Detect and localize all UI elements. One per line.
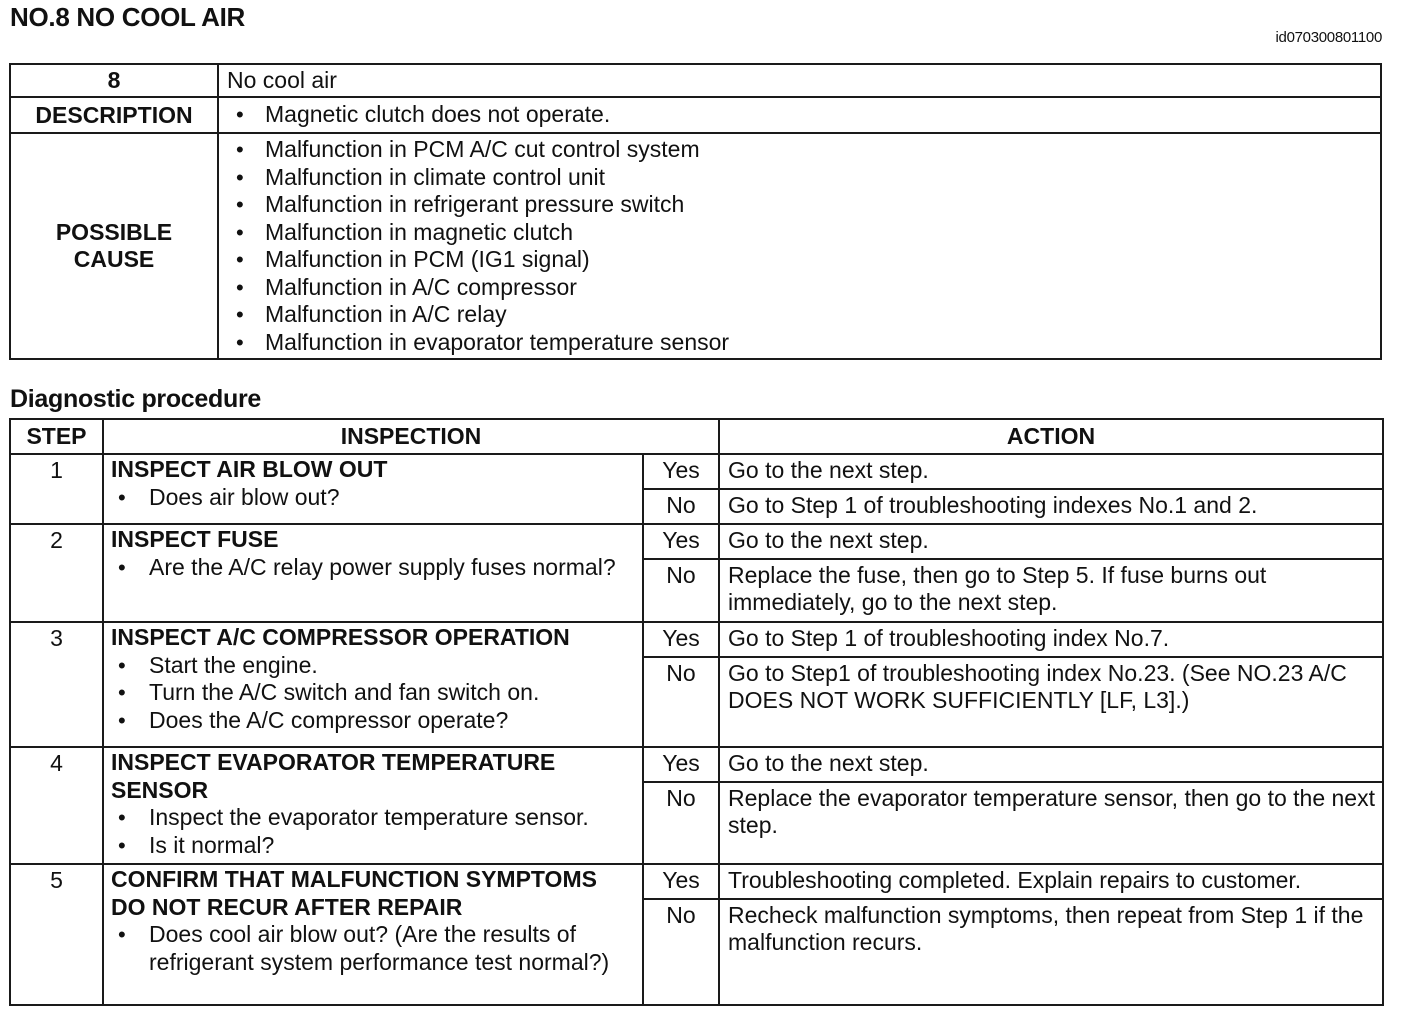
yes-action: Troubleshooting completed. Explain repairs to customer. <box>719 864 1383 899</box>
inspection-list <box>111 921 636 976</box>
yes-label: Yes <box>643 747 719 782</box>
inspection-list <box>111 484 636 512</box>
inspection-item: • Does air blow out? <box>111 484 636 512</box>
inspection-header: INSPECTION <box>103 419 719 454</box>
yes-label: Yes <box>643 864 719 899</box>
inspection-cell <box>103 747 643 864</box>
cause-item: • Malfunction in A/C relay <box>227 301 1380 329</box>
procedure-header-row <box>10 419 1383 454</box>
step-row <box>10 747 1383 782</box>
inspection-item: • Turn the A/C switch and fan switch on. <box>111 679 636 707</box>
diagnostic-procedure-heading: Diagnostic procedure <box>10 385 261 413</box>
action-header: ACTION <box>719 419 1383 454</box>
possible-cause-label-line2: CAUSE <box>73 246 155 272</box>
inspection-title: CONFIRM THAT MALFUNCTION SYMPTOMS DO NOT RECUR AFTER REPAIR <box>111 866 597 920</box>
cause-item: • Malfunction in refrigerant pressure switch <box>227 191 1380 219</box>
inspection-item: • Inspect the evaporator temperature sensor. <box>111 804 636 832</box>
inspection-cell <box>103 864 643 1005</box>
possible-cause-list <box>227 136 1380 356</box>
step-number: 2 <box>10 524 103 622</box>
no-label: No <box>643 657 719 747</box>
no-label: No <box>643 489 719 524</box>
symptom-number: 8 <box>10 64 218 97</box>
description-row <box>10 97 1381 133</box>
cause-item: • Malfunction in magnetic clutch <box>227 219 1380 247</box>
step-header: STEP <box>10 419 103 454</box>
inspection-list <box>111 804 636 859</box>
inspection-title: INSPECT EVAPORATOR TEMPERATURE SENSOR <box>111 749 556 803</box>
inspection-item: • Are the A/C relay power supply fuses normal? <box>111 554 636 582</box>
possible-cause-cell <box>218 133 1381 359</box>
no-label: No <box>643 782 719 864</box>
possible-cause-label-line1: POSSIBLE <box>55 219 173 245</box>
step-row <box>10 622 1383 657</box>
yes-action: Go to the next step. <box>719 524 1383 559</box>
no-action: Recheck malfunction symptoms, then repeat from Step 1 if the malfunction recurs. <box>719 899 1383 1005</box>
yes-action: Go to the next step. <box>719 454 1383 489</box>
yes-label: Yes <box>643 622 719 657</box>
no-action: Replace the evaporator temperature sensor, then go to the next step. <box>719 782 1383 864</box>
inspection-list <box>111 554 636 582</box>
step-row <box>10 454 1383 489</box>
cause-item: • Malfunction in evaporator temperature sensor <box>227 329 1380 357</box>
description-list <box>227 101 1380 129</box>
inspection-cell <box>103 622 643 747</box>
cause-item: • Malfunction in A/C compressor <box>227 274 1380 302</box>
step-number: 5 <box>10 864 103 1005</box>
inspection-item: • Does the A/C compressor operate? <box>111 707 636 735</box>
symptom-name: No cool air <box>218 64 1381 97</box>
step-number: 4 <box>10 747 103 864</box>
inspection-cell <box>103 524 643 622</box>
no-action: Go to Step1 of troubleshooting index No.23. (See NO.23 A/C DOES NOT WORK SUFFICIENTLY [LF, L3].) <box>719 657 1383 747</box>
symptom-summary-table <box>9 63 1382 360</box>
inspection-title: INSPECT AIR BLOW OUT <box>111 456 388 482</box>
step-row <box>10 524 1383 559</box>
yes-label: Yes <box>643 524 719 559</box>
description-label: DESCRIPTION <box>10 97 218 133</box>
no-label: No <box>643 899 719 1005</box>
no-label: No <box>643 559 719 622</box>
no-action: Go to Step 1 of troubleshooting indexes No.1 and 2. <box>719 489 1383 524</box>
description-cell <box>218 97 1381 133</box>
no-action: Replace the fuse, then go to Step 5. If fuse burns out immediately, go to the next step. <box>719 559 1383 622</box>
page-title: NO.8 NO COOL AIR <box>10 2 246 32</box>
symptom-number-row <box>10 64 1381 97</box>
diagnostic-procedure-table <box>9 418 1384 1006</box>
cause-item: • Malfunction in PCM (IG1 signal) <box>227 246 1380 274</box>
inspection-title: INSPECT A/C COMPRESSOR OPERATION <box>111 624 570 650</box>
possible-cause-label <box>10 133 218 359</box>
description-item: • Magnetic clutch does not operate. <box>227 101 1380 129</box>
inspection-cell <box>103 454 643 524</box>
inspection-item: • Does cool air blow out? (Are the results of refrigerant system performance test normal?) <box>111 921 636 976</box>
yes-action: Go to Step 1 of troubleshooting index No.7. <box>719 622 1383 657</box>
step-number: 1 <box>10 454 103 524</box>
possible-cause-row <box>10 133 1381 359</box>
inspection-list <box>111 652 636 735</box>
yes-action: Go to the next step. <box>719 747 1383 782</box>
document-id: id070300801100 <box>1275 29 1382 46</box>
yes-label: Yes <box>643 454 719 489</box>
inspection-item: • Start the engine. <box>111 652 636 680</box>
inspection-item: • Is it normal? <box>111 832 636 860</box>
cause-item: • Malfunction in PCM A/C cut control system <box>227 136 1380 164</box>
inspection-title: INSPECT FUSE <box>111 526 279 552</box>
step-row <box>10 864 1383 899</box>
cause-item: • Malfunction in climate control unit <box>227 164 1380 192</box>
step-number: 3 <box>10 622 103 747</box>
